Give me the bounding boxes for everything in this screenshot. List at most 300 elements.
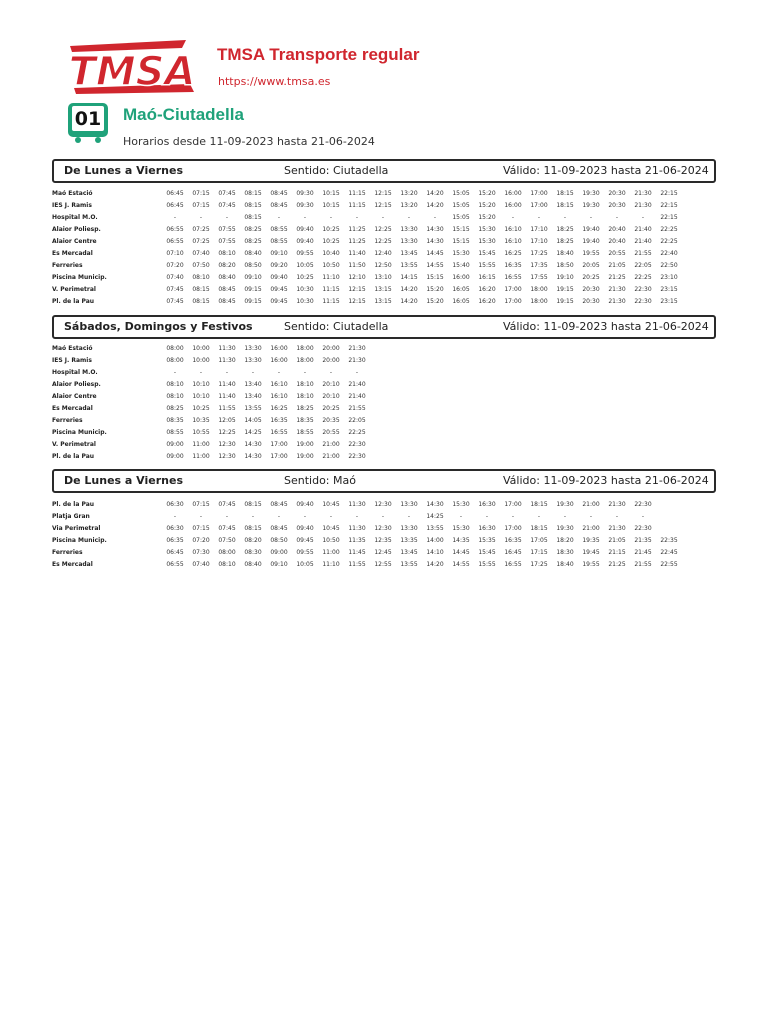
stop-name: Alaior Poliesp. [52, 226, 101, 233]
departure-time: 16:00 [452, 274, 470, 281]
departure-time: 19:40 [582, 238, 600, 245]
departure-time: 15:15 [452, 226, 470, 233]
departure-time: 19:00 [296, 453, 314, 460]
departure-time: - [277, 513, 281, 520]
departure-time: 08:10 [192, 274, 210, 281]
section-validity: Válido: 11-09-2023 hasta 21-06-2024 [503, 474, 709, 487]
stop-name: Hospital M.O. [52, 214, 98, 221]
company-name: TMSA Transporte regular [217, 45, 420, 64]
departure-time: 17:00 [530, 190, 548, 197]
departure-time: 10:00 [192, 357, 210, 364]
departure-time: 11:15 [348, 202, 366, 209]
departure-time: 08:10 [166, 393, 184, 400]
departure-time: 14:05 [244, 417, 262, 424]
departure-time: - [329, 369, 333, 376]
departure-time: 13:30 [244, 357, 262, 364]
departure-time: 13:55 [426, 525, 444, 532]
spacer [154, 403, 162, 415]
departure-time: 11:50 [348, 262, 366, 269]
departure-time: 11:40 [218, 381, 236, 388]
departure-time: 20:05 [582, 262, 600, 269]
departure-time: 08:45 [270, 202, 288, 209]
departure-time: 09:40 [270, 274, 288, 281]
departure-time: 08:55 [270, 238, 288, 245]
departure-time: 13:30 [244, 345, 262, 352]
departure-time: 12:25 [374, 238, 392, 245]
departure-time: 12:15 [374, 202, 392, 209]
table-row [52, 188, 682, 200]
departure-time: 16:15 [478, 274, 496, 281]
departure-time: - [329, 513, 333, 520]
departure-time: - [225, 369, 229, 376]
departure-time: 21:00 [582, 525, 600, 532]
departure-time: 06:45 [166, 549, 184, 556]
departure-time: 08:15 [244, 190, 262, 197]
departure-time: 15:15 [426, 274, 444, 281]
spacer [154, 379, 162, 391]
departure-time: 06:45 [166, 190, 184, 197]
departure-time: 07:50 [218, 537, 236, 544]
departure-time: 16:10 [270, 393, 288, 400]
departure-time: 21:05 [608, 537, 626, 544]
table-row [52, 200, 682, 212]
stop-name: Alaior Centre [52, 238, 97, 245]
departure-time: 10:40 [322, 250, 340, 257]
stop-name: Pl. de la Pau [52, 453, 95, 460]
departure-time: 10:25 [192, 405, 210, 412]
departure-time: 08:00 [218, 549, 236, 556]
departure-time: 18:30 [556, 549, 574, 556]
stop-name: Alaior Centre [52, 393, 97, 400]
departure-time: 08:10 [218, 250, 236, 257]
departure-time: 15:30 [478, 226, 496, 233]
departure-time: 23:15 [660, 286, 678, 293]
departure-time: 16:25 [270, 405, 288, 412]
departure-time: 07:45 [166, 298, 184, 305]
departure-time: 10:55 [192, 429, 210, 436]
departure-time: - [277, 214, 281, 221]
departure-time: 11:35 [348, 537, 366, 544]
departure-time: - [537, 513, 541, 520]
departure-time: 13:45 [400, 549, 418, 556]
spacer [154, 260, 162, 272]
departure-time: 09:30 [296, 190, 314, 197]
departure-time: 11:00 [322, 549, 340, 556]
departure-time: 14:45 [452, 549, 470, 556]
stop-name: Maó Estació [52, 190, 93, 197]
departure-time: 19:00 [296, 441, 314, 448]
departure-time: 11:25 [348, 238, 366, 245]
departure-time: 18:25 [556, 238, 574, 245]
section-validity: Válido: 11-09-2023 hasta 21-06-2024 [503, 320, 709, 333]
departure-time: 22:25 [348, 429, 366, 436]
departure-time: 21:40 [348, 381, 366, 388]
departure-time: 11:40 [348, 250, 366, 257]
departure-time: 09:10 [270, 561, 288, 568]
departure-time: 07:15 [192, 202, 210, 209]
departure-time: 18:10 [296, 381, 314, 388]
departure-time: 18:00 [296, 345, 314, 352]
departure-time: 08:40 [244, 561, 262, 568]
departure-time: 19:45 [582, 549, 600, 556]
stop-name: Pl. de la Pau [52, 298, 95, 305]
departure-time: 07:25 [192, 226, 210, 233]
departure-time: 10:00 [192, 345, 210, 352]
departure-time: 20:30 [608, 202, 626, 209]
table-row [52, 284, 682, 296]
spacer [154, 272, 162, 284]
departure-time: 08:25 [244, 226, 262, 233]
table-row [52, 236, 682, 248]
stop-name: V. Perimetral [52, 441, 96, 448]
table-row [52, 499, 682, 511]
departure-time: 15:20 [478, 202, 496, 209]
departure-time: 11:45 [348, 549, 366, 556]
departure-time: 19:30 [556, 525, 574, 532]
departure-time: 09:45 [270, 298, 288, 305]
table-row [52, 415, 370, 427]
departure-time: 16:20 [478, 298, 496, 305]
departure-time: 09:40 [296, 226, 314, 233]
departure-time: 17:05 [530, 537, 548, 544]
departure-time: 16:05 [452, 298, 470, 305]
departure-time: 12:30 [374, 525, 392, 532]
departure-time: 10:15 [322, 202, 340, 209]
departure-time: 13:30 [400, 226, 418, 233]
departure-time: 08:25 [166, 405, 184, 412]
departure-time: 12:10 [348, 274, 366, 281]
spacer [154, 284, 162, 296]
departure-time: 17:00 [504, 286, 522, 293]
departure-time: 15:20 [426, 286, 444, 293]
stop-name: Platja Gran [52, 513, 90, 520]
departure-time: 10:35 [192, 417, 210, 424]
section-header-weekday-mao [52, 469, 716, 493]
departure-time: 20:30 [608, 190, 626, 197]
departure-time: 22:15 [660, 190, 678, 197]
departure-time: 08:40 [244, 250, 262, 257]
departure-time: 15:05 [452, 202, 470, 209]
departure-time: 17:00 [270, 453, 288, 460]
departure-time: 08:55 [166, 429, 184, 436]
departure-time: 18:00 [530, 298, 548, 305]
stop-name: Es Mercadal [52, 405, 93, 412]
departure-time: 09:45 [270, 286, 288, 293]
departure-time: 13:40 [244, 381, 262, 388]
departure-time: 14:25 [244, 429, 262, 436]
departure-time: 09:55 [296, 549, 314, 556]
departure-time: 09:30 [296, 202, 314, 209]
departure-time: - [511, 513, 515, 520]
departure-time: 21:00 [322, 453, 340, 460]
departure-time: 20:40 [608, 238, 626, 245]
departure-time: 16:20 [478, 286, 496, 293]
departure-time: - [225, 513, 229, 520]
stop-name: IES J. Ramis [52, 202, 92, 209]
departure-time: 19:35 [582, 537, 600, 544]
departure-time: 07:40 [192, 561, 210, 568]
departure-time: 08:45 [270, 525, 288, 532]
departure-time: 07:45 [166, 286, 184, 293]
spacer [154, 367, 162, 379]
departure-time: 16:35 [504, 537, 522, 544]
departure-time: 17:15 [530, 549, 548, 556]
departure-time: - [615, 513, 619, 520]
departure-time: 16:55 [270, 429, 288, 436]
departure-time: 19:30 [582, 190, 600, 197]
departure-time: - [225, 214, 229, 221]
section-validity: Válido: 11-09-2023 hasta 21-06-2024 [503, 164, 709, 177]
departure-time: 18:50 [556, 262, 574, 269]
departure-time: 06:55 [166, 226, 184, 233]
spacer [154, 343, 162, 355]
departure-time: - [355, 513, 359, 520]
departure-time: 22:35 [660, 537, 678, 544]
spacer [154, 224, 162, 236]
departure-time: 13:20 [400, 202, 418, 209]
departure-time: 14:55 [426, 262, 444, 269]
departure-time: 10:50 [322, 262, 340, 269]
departure-time: 11:15 [322, 298, 340, 305]
departure-time: 14:20 [400, 286, 418, 293]
departure-time: 08:10 [166, 381, 184, 388]
departure-time: 11:55 [218, 405, 236, 412]
spacer [154, 391, 162, 403]
departure-time: 08:20 [244, 537, 262, 544]
departure-time: 21:35 [634, 537, 652, 544]
departure-time: 12:40 [374, 250, 392, 257]
departure-time: 14:30 [426, 238, 444, 245]
departure-time: 15:45 [478, 250, 496, 257]
departure-time: - [251, 369, 255, 376]
departure-time: 15:35 [478, 537, 496, 544]
departure-time: 11:10 [322, 274, 340, 281]
departure-time: 22:05 [634, 262, 652, 269]
departure-time: - [485, 513, 489, 520]
departure-time: 18:00 [530, 286, 548, 293]
departure-time: 08:15 [244, 214, 262, 221]
departure-time: 16:35 [504, 262, 522, 269]
departure-time: 16:10 [504, 238, 522, 245]
table-row [52, 272, 682, 284]
spacer [154, 547, 162, 559]
line-name: Maó-Ciutadella [123, 105, 244, 124]
departure-time: 12:30 [218, 453, 236, 460]
departure-time: 06:30 [166, 501, 184, 508]
departure-time: 08:15 [192, 298, 210, 305]
departure-time: - [407, 214, 411, 221]
departure-time: 22:15 [660, 214, 678, 221]
timetable-weekend-ciutadella [52, 343, 370, 463]
departure-time: 22:30 [634, 525, 652, 532]
departure-time: 11:15 [322, 286, 340, 293]
stop-name: Pl. de la Pau [52, 501, 95, 508]
departure-time: 21:05 [608, 262, 626, 269]
table-row [52, 355, 370, 367]
departure-time: 08:45 [218, 298, 236, 305]
departure-time: 18:10 [296, 393, 314, 400]
departure-time: 17:00 [530, 202, 548, 209]
departure-time: 10:05 [296, 262, 314, 269]
departure-time: 08:40 [218, 274, 236, 281]
departure-time: 17:25 [530, 250, 548, 257]
spacer [154, 559, 162, 571]
departure-time: 22:30 [634, 501, 652, 508]
departure-time: 16:00 [504, 202, 522, 209]
departure-time: 18:25 [556, 226, 574, 233]
stop-name: Alaior Poliesp. [52, 381, 101, 388]
departure-time: 12:45 [374, 549, 392, 556]
departure-time: 07:55 [218, 238, 236, 245]
departure-time: 17:00 [504, 525, 522, 532]
departure-time: 20:35 [322, 417, 340, 424]
table-row [52, 212, 682, 224]
table-row [52, 547, 682, 559]
departure-time: 08:45 [270, 501, 288, 508]
departure-time: 21:30 [608, 298, 626, 305]
departure-time: 20:30 [582, 298, 600, 305]
departure-time: 10:45 [322, 525, 340, 532]
departure-time: 20:10 [322, 393, 340, 400]
departure-time: 21:25 [608, 561, 626, 568]
departure-time: 21:30 [634, 202, 652, 209]
departure-time: 11:30 [218, 345, 236, 352]
departure-time: 08:30 [244, 549, 262, 556]
departure-time: 16:55 [504, 274, 522, 281]
departure-time: 07:15 [192, 525, 210, 532]
departure-time: 13:40 [244, 393, 262, 400]
departure-time: 20:25 [582, 274, 600, 281]
spacer [154, 248, 162, 260]
departure-time: 15:30 [452, 525, 470, 532]
departure-time: 12:50 [374, 262, 392, 269]
departure-time: 22:05 [348, 417, 366, 424]
departure-time: 08:55 [270, 226, 288, 233]
departure-time: 20:30 [582, 286, 600, 293]
departure-time: - [589, 214, 593, 221]
departure-time: 07:15 [192, 501, 210, 508]
departure-time: 18:25 [296, 405, 314, 412]
departure-time: 13:20 [400, 190, 418, 197]
departure-time: 13:55 [400, 262, 418, 269]
departure-time: 13:30 [400, 501, 418, 508]
departure-time: 13:30 [400, 238, 418, 245]
table-row [52, 391, 370, 403]
departure-time: 18:20 [556, 537, 574, 544]
departure-time: - [199, 513, 203, 520]
departure-time: 13:15 [374, 298, 392, 305]
section-title: De Lunes a Viernes [64, 474, 183, 487]
departure-time: 19:55 [582, 250, 600, 257]
departure-time: 17:10 [530, 226, 548, 233]
departure-time: 09:10 [244, 274, 262, 281]
departure-time: - [173, 369, 177, 376]
departure-time: 21:30 [348, 345, 366, 352]
spacer [154, 200, 162, 212]
departure-time: - [381, 513, 385, 520]
company-url-link[interactable]: https://www.tmsa.es [218, 75, 331, 88]
table-row [52, 427, 370, 439]
spacer [154, 415, 162, 427]
departure-time: 14:55 [452, 561, 470, 568]
table-row [52, 224, 682, 236]
spacer [154, 451, 162, 463]
departure-time: 14:35 [452, 537, 470, 544]
departure-time: 22:55 [660, 561, 678, 568]
departure-time: 15:45 [478, 549, 496, 556]
departure-time: 22:30 [348, 441, 366, 448]
table-row [52, 535, 682, 547]
departure-time: 08:25 [244, 238, 262, 245]
departure-time: 11:00 [192, 453, 210, 460]
departure-time: 23:10 [660, 274, 678, 281]
departure-time: 14:30 [426, 226, 444, 233]
departure-time: 16:00 [504, 190, 522, 197]
departure-time: 12:25 [374, 226, 392, 233]
departure-time: 14:20 [426, 190, 444, 197]
section-title: Sábados, Domingos y Festivos [64, 320, 253, 333]
departure-time: 11:25 [348, 226, 366, 233]
departure-time: 10:25 [322, 226, 340, 233]
table-row [52, 403, 370, 415]
departure-time: 17:35 [530, 262, 548, 269]
departure-time: - [641, 214, 645, 221]
stop-name: Piscina Municip. [52, 537, 107, 544]
departure-time: - [433, 214, 437, 221]
table-row [52, 248, 682, 260]
departure-time: 07:50 [192, 262, 210, 269]
departure-time: - [511, 214, 515, 221]
departure-time: 12:15 [348, 298, 366, 305]
departure-time: 21:30 [608, 286, 626, 293]
departure-time: 21:55 [634, 250, 652, 257]
table-row [52, 511, 682, 523]
departure-time: - [615, 214, 619, 221]
departure-time: 11:55 [348, 561, 366, 568]
departure-time: 16:30 [478, 525, 496, 532]
timetable-weekday-ciutadella [52, 188, 682, 308]
departure-time: 17:00 [270, 441, 288, 448]
departure-time: - [199, 369, 203, 376]
departure-time: 11:00 [192, 441, 210, 448]
departure-time: 06:30 [166, 525, 184, 532]
table-row [52, 296, 682, 308]
departure-time: 19:55 [582, 561, 600, 568]
departure-time: 15:30 [452, 501, 470, 508]
departure-time: 07:30 [192, 549, 210, 556]
departure-time: 10:25 [296, 274, 314, 281]
section-header-weekend-ciutadella [52, 315, 716, 339]
stop-name: Hospital M.O. [52, 369, 98, 376]
departure-time: 21:40 [348, 393, 366, 400]
departure-time: 21:15 [608, 549, 626, 556]
departure-time: 16:55 [504, 561, 522, 568]
stop-name: Es Mercadal [52, 250, 93, 257]
stop-name: Piscina Municip. [52, 429, 107, 436]
departure-time: - [329, 214, 333, 221]
departure-time: 18:40 [556, 561, 574, 568]
departure-time: 08:15 [192, 286, 210, 293]
departure-time: 09:55 [296, 250, 314, 257]
spacer [154, 296, 162, 308]
stop-name: Es Mercadal [52, 561, 93, 568]
spacer [154, 355, 162, 367]
departure-time: 17:00 [504, 298, 522, 305]
departure-time: 22:15 [660, 202, 678, 209]
logo-wordmark: TMSA [68, 49, 196, 94]
departure-time: 14:30 [426, 501, 444, 508]
departure-time: 20:00 [322, 345, 340, 352]
